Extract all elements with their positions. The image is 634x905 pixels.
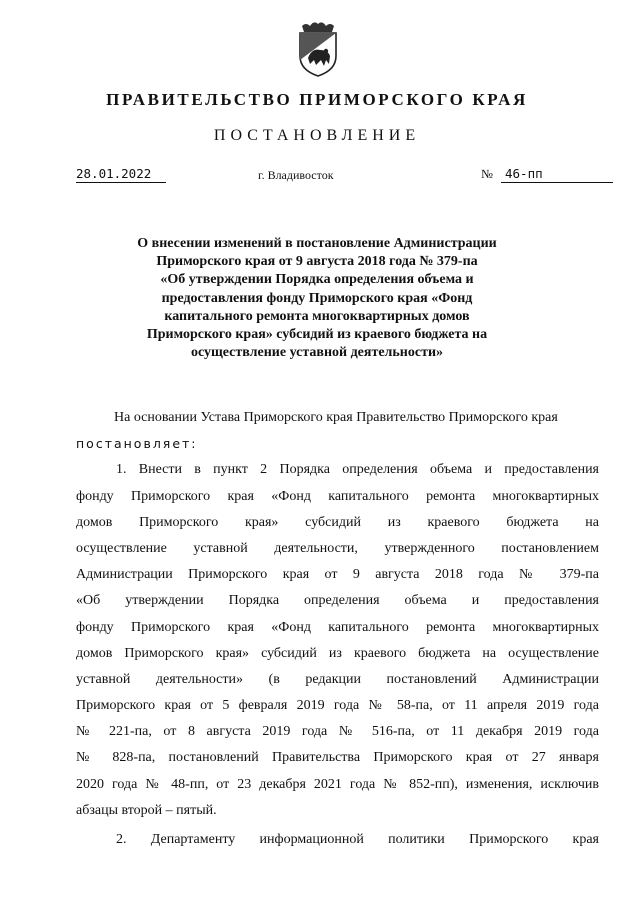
document-city: г. Владивосток	[258, 168, 334, 182]
government-title: ПРАВИТЕЛЬСТВО ПРИМОРСКОГО КРАЯ	[106, 90, 528, 109]
item1-line: Приморского края от 5 февраля 2019 года № 58-па, от 11 апреля 2019 года	[76, 698, 599, 714]
item1-line: фонду Приморского края «Фонд капитального ремонта многоквартирных	[76, 488, 599, 504]
item1-line: «Об утверждении Порядка определения объема и предоставления	[76, 593, 599, 609]
document-subject	[118, 235, 516, 362]
document-number	[481, 166, 615, 183]
subject-line: осуществление уставной деятельности»	[190, 345, 444, 361]
number-sign: №	[481, 167, 493, 181]
item1-line: фонду Приморского края «Фонд капитального ремонта многоквартирных	[76, 619, 599, 635]
subject-line: Приморского края от 9 августа 2018 года № 379-па	[156, 254, 478, 270]
item1-line: № 221-па, от 8 августа 2019 года № 516-па, от 11 декабря 2019 года	[76, 724, 599, 740]
preamble: На основании Устава Приморского края Правительство Приморского края	[114, 410, 558, 425]
preamble-verb: постановляет:	[76, 436, 198, 452]
subject-line: предоставления фонду Приморского края «Фонд	[161, 290, 473, 306]
item1-line: домов Приморского края» субсидий из краевого бюджета на	[76, 514, 599, 530]
document-type: ПОСТАНОВЛЕНИЕ	[213, 127, 421, 144]
subject-line: капитального ремонта многоквартирных домов	[164, 308, 470, 324]
document-date: 28.01.2022	[76, 166, 166, 183]
item1-line: уставной деятельности» (в редакции постановлений Администрации	[76, 671, 599, 687]
item1-line: абзацы второй – пятый.	[76, 802, 217, 818]
subject-line: О внесении изменений в постановление Администрации	[137, 236, 497, 251]
item1-line: 1. Внести в пункт 2 Порядка определения объема и предоставления	[116, 462, 599, 478]
coat-of-arms-icon	[296, 20, 340, 78]
item1-line: 2020 года № 48-пп, от 23 декабря 2021 года № 852-пп), изменения, исключив	[76, 776, 599, 792]
item1-line: домов Приморского края» субсидий из краевого бюджета на осуществление	[76, 645, 599, 661]
item1-line: № 828-па, постановлений Правительства Приморского края от 27 января	[76, 750, 599, 766]
document-body	[76, 405, 599, 853]
item2-line: 2. Департаменту информационной политики Приморского края	[116, 832, 599, 847]
subject-line: Приморского края» субсидий из краевого бюджета на	[146, 327, 488, 343]
item1-line: осуществление уставной деятельности, утвержденного постановлением	[76, 540, 599, 556]
subject-line: «Об утверждении Порядка определения объема и	[160, 272, 474, 288]
item1-line: Администрации Приморского края от 9 августа 2018 года № 379-па	[76, 567, 599, 583]
number-value: 46-пп	[501, 166, 613, 183]
